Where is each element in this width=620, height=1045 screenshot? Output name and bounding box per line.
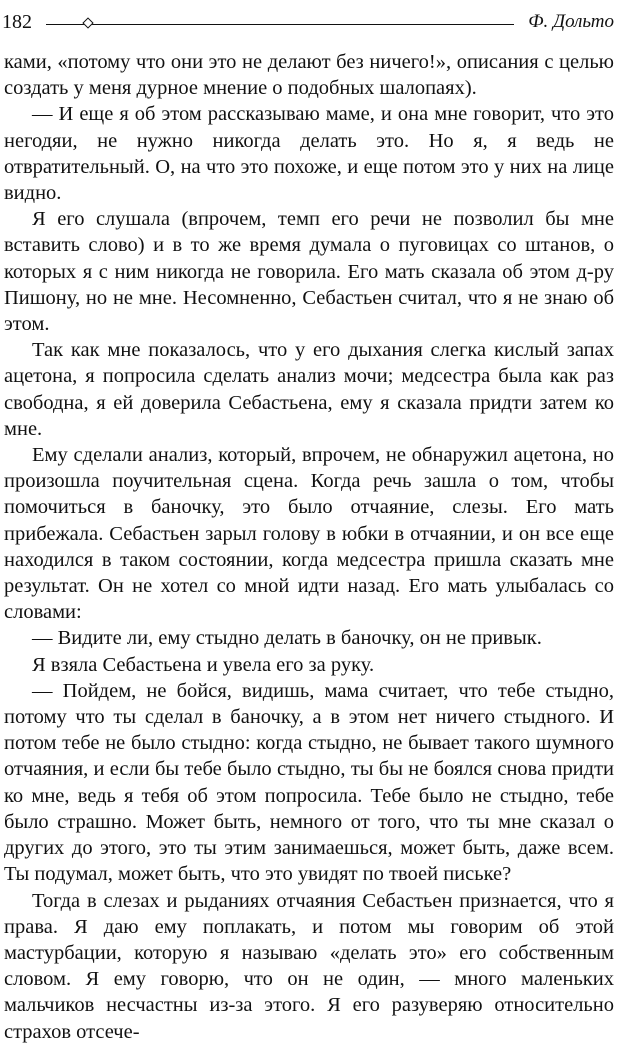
paragraph: Я взяла Себастьена и увела его за руку. xyxy=(32,653,375,676)
running-head-author: Ф. Дольто xyxy=(528,11,614,32)
page-header xyxy=(0,0,620,40)
diamond-ornament-icon xyxy=(82,17,93,28)
body-text xyxy=(4,49,614,1045)
paragraph: — Пойдем, не бойся, видишь, мама считает, что тебе стыдно, потому что ты сделал в баночку, а в этом нет ничего стыдного. И потом тебе не было стыдно: когда стыдно, не бывает такого шумного отчаяния, и если бы тебе было стыдно, ты бы не боялся снова придти ко мне, ведь я тебя об этом попросила. Тебе было не стыдно, тебе было страшно. Может быть, немного от того, что ты мне сказал о других до этого, это ты этим занимаешься, может быть, даже всем. Ты подумал, может быть, что это увидят по твоей письке? xyxy=(4,679,614,886)
paragraph: — И еще я об этом рассказываю маме, и она мне говорит, что это негодяи, не нужно никогда делать это. Но я, я ведь не отвратительный. О, на что это похоже, и еще потом это у них на лице видно. xyxy=(4,103,614,205)
paragraph: Тогда в слезах и рыданиях отчаяния Себастьен признается, что я права. Я даю ему поплакать, и потом мы говорим об этой мастурбации, которую я называю «делать это» его собственным словом. Я ему говорю, что он не один, — много маленьких мальчиков несчастны из-за этого. Я его разуверяю относительно страхов отсече- xyxy=(4,889,614,1043)
page-number: 182 xyxy=(2,11,32,33)
paragraph: — Видите ли, ему стыдно делать в баночку, он не привык. xyxy=(32,627,542,650)
paragraph: Я его слушала (впрочем, темп его речи не позволил бы мне вставить слово) и в то же время думала о пуговицах со штанов, о которых я с ним никогда не говорила. Его мать сказала об этом д-ру Пишону, но не мне. Несомненно, Себастьен считал, что я не знаю об этом. xyxy=(4,208,614,336)
paragraph-continued: ками, «потому что они это не делают без ничего!», описания с целью создать у меня дурное мнение о подобных шалопаях). xyxy=(4,51,614,100)
paragraph: Так как мне показалось, что у его дыхания слегка кислый запах ацетона, я попросила сделать анализ мочи; медсестра была как раз свободна, я ей доверила Себастьена, ему я сказала придти затем ко мне. xyxy=(4,339,614,440)
header-rule xyxy=(46,24,514,25)
paragraph: Ему сделали анализ, который, впрочем, не обнаружил ацетона, но произошла поучительная сцена. Когда речь зашла о том, чтобы помочиться в баночку, это было отчаяние, слезы. Его мать прибежала. Себастьен зарыл голову в юбки в отчаянии, и он все еще находился в таком состоянии, когда медсестра пришла сказать мне результат. Он не хотел со мной идти назад. Его мать улыбалась со словами: xyxy=(4,444,614,624)
